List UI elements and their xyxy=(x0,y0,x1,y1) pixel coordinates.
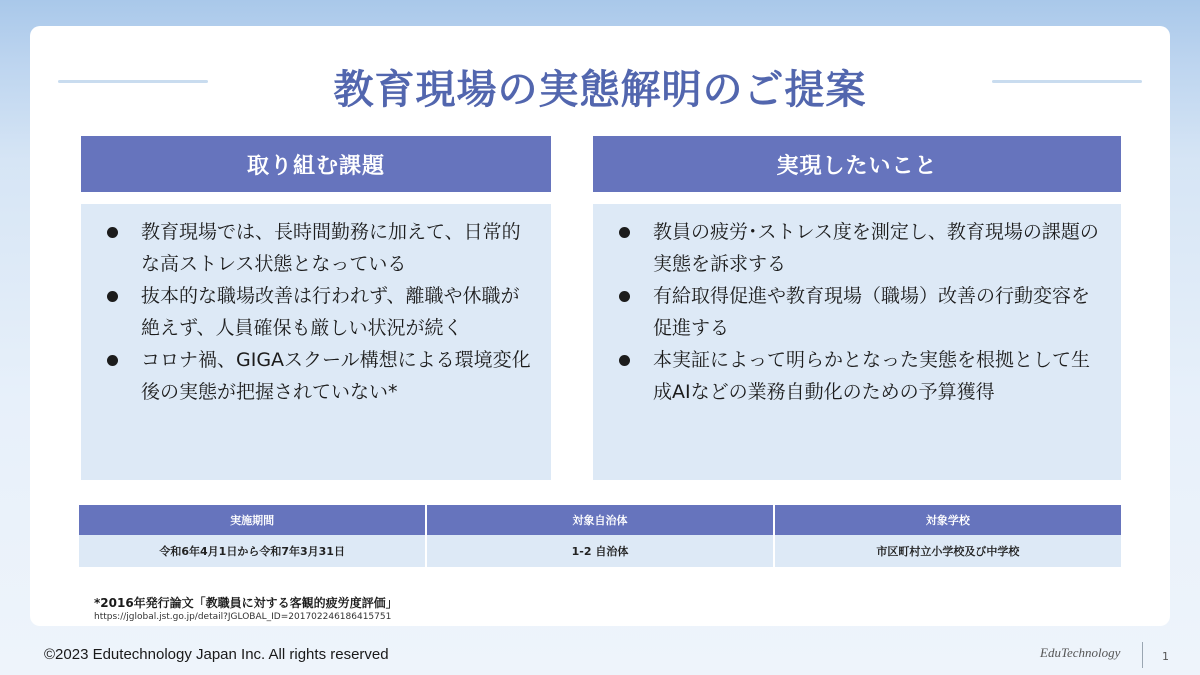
challenge-list xyxy=(97,216,531,408)
bullet-icon xyxy=(619,227,630,238)
bullet-icon xyxy=(619,291,630,302)
brand-logo: EduTechnology xyxy=(1040,645,1121,660)
list-item-text: 有給取得促進や教育現場（職場）改善の行動変容を促進する xyxy=(653,285,1091,339)
cell-period: 令和6年4月1日から令和7年3月31日 xyxy=(79,535,426,567)
slide-title: 教育現場の実態解明のご提案 xyxy=(333,67,867,113)
header-period: 実施期間 xyxy=(79,505,426,535)
list-item-text: 抜本的な職場改善は行われず、離職や休職が絶えず、人員確保も厳しい状況が続く xyxy=(141,285,520,339)
list-item xyxy=(609,344,1101,408)
list-item-text: コロナ禍、GIGAスクール構想による環境変化後の実態が把握されていない* xyxy=(141,349,531,403)
left-panel-heading: 取り組む課題 xyxy=(81,136,551,192)
footnote-url: https://jglobal.jst.go.jp/detail?JGLOBAL_ID=201702246186415751 xyxy=(94,612,392,622)
right-panel-body xyxy=(593,204,1121,480)
list-item-text: 教育現場では、長時間勤務に加えて、日常的な高ストレス状態となっている xyxy=(141,221,521,275)
cell-municipality: 1-2 自治体 xyxy=(426,535,773,567)
header-municipality: 対象自治体 xyxy=(426,505,773,535)
right-panel-heading: 実現したいこと xyxy=(593,136,1121,192)
list-item-text: 本実証によって明らかとなった実態を根拠として生成AIなどの業務自動化のための予算獲得 xyxy=(653,349,1091,403)
footer-divider xyxy=(1142,642,1143,668)
list-item xyxy=(609,280,1101,344)
implementation-info-table xyxy=(79,505,1121,567)
bullet-icon xyxy=(107,291,118,302)
page-number: 1 xyxy=(1162,650,1169,663)
table-header-row xyxy=(79,505,1121,535)
left-panel-body xyxy=(81,204,551,480)
bullet-icon xyxy=(107,227,118,238)
list-item xyxy=(97,344,531,408)
bullet-icon xyxy=(107,355,118,366)
table-row xyxy=(79,535,1121,567)
copyright-text: ©2023 Edutechnology Japan Inc. All rights reserved xyxy=(44,646,389,663)
list-item xyxy=(97,216,531,280)
cell-school: 市区町村立小学校及び中学校 xyxy=(774,535,1121,567)
bullet-icon xyxy=(619,355,630,366)
list-item-text: 教員の疲労･ストレス度を測定し、教育現場の課題の実態を訴求する xyxy=(653,221,1099,275)
goal-list xyxy=(609,216,1101,408)
header-school: 対象学校 xyxy=(774,505,1121,535)
list-item xyxy=(609,216,1101,280)
footnote-text: *2016年発行論文「教職員に対する客観的疲労度評価」 xyxy=(94,596,398,610)
list-item xyxy=(97,280,531,344)
